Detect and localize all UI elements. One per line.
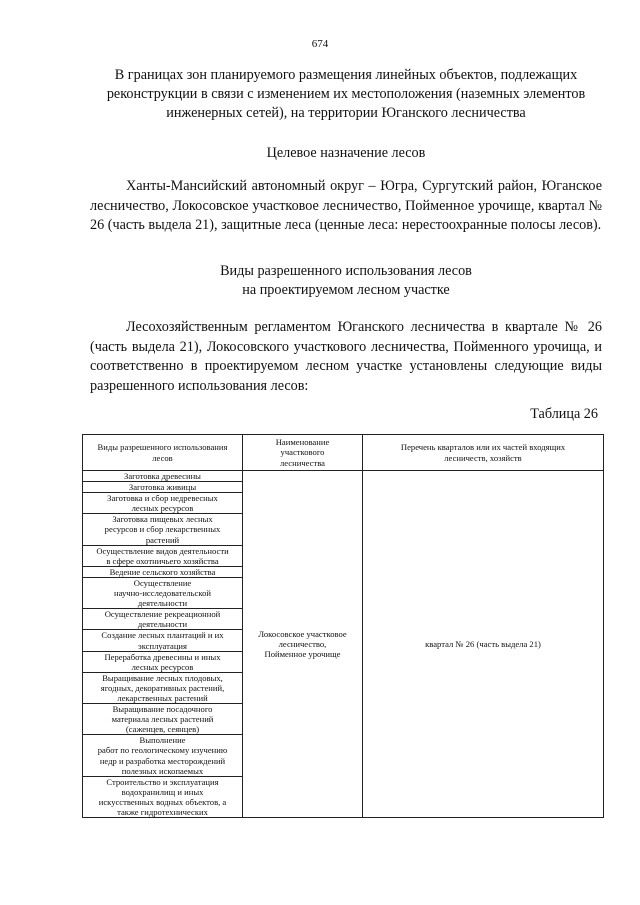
use-type-cell bbox=[83, 566, 243, 577]
use-type-cell bbox=[83, 482, 243, 493]
use-type-text: Осуществление видов деятельности в сфере охотничьего хозяйства bbox=[96, 545, 229, 566]
use-type-text: Выращивание посадочного материала лесных растений (саженцев, сеянцев) bbox=[111, 704, 214, 735]
use-type-text: Заготовка и сбор недревесных лесных ресурсов bbox=[107, 493, 218, 514]
use-type-cell bbox=[83, 651, 243, 672]
use-type-text: Осуществление научно-исследовательской деятельности bbox=[113, 577, 211, 609]
quarter-list-text: квартал № 26 (часть выдела 21) bbox=[425, 639, 541, 649]
title-line: В границах зон планируемого размещения линейных объектов, подлежащих bbox=[114, 67, 578, 83]
table-header-row bbox=[83, 435, 604, 471]
use-type-text: Заготовка древесины bbox=[124, 471, 201, 481]
use-type-text: Создание лесных плантаций и их эксплуатация bbox=[101, 630, 224, 651]
quarter-list-cell bbox=[363, 471, 604, 818]
use-type-text: Выращивание лесных плодовых, ягодных, декоративных растений, лекарственных растений bbox=[100, 672, 225, 703]
use-type-cell bbox=[83, 514, 243, 545]
use-type-cell bbox=[83, 630, 243, 651]
use-type-text: Переработка древесины и иных лесных ресурсов bbox=[104, 651, 221, 672]
use-type-cell bbox=[83, 776, 243, 817]
heading-forest-purpose: Целевое назначение лесов bbox=[266, 145, 426, 161]
use-type-text: Заготовка пищевых лесных ресурсов и сбор лекарственных растений bbox=[104, 514, 221, 545]
header-text: Виды разрешенного использования лесов bbox=[97, 442, 228, 463]
title-line: реконструкции в связи с изменением их местоположения (наземных элементов bbox=[106, 86, 586, 102]
use-type-text: Выполнение работ по геологическому изучению недр и разработка месторождений полезных ископаемых bbox=[97, 735, 228, 776]
forestry-name-text: Локосовское участковое лесничество, Пойменное урочище bbox=[258, 628, 347, 660]
use-type-cell bbox=[83, 672, 243, 703]
use-type-cell bbox=[83, 577, 243, 608]
table-body bbox=[83, 471, 604, 818]
use-type-text: Ведение сельского хозяйства bbox=[109, 566, 216, 577]
table-row bbox=[83, 471, 604, 482]
use-type-cell bbox=[83, 704, 243, 735]
title-line: инженерных сетей), на территории Юганского лесничества bbox=[166, 105, 526, 121]
use-type-text: Строительство и эксплуатация водохранилищ и иных искусственных водных объектов, а также гидротехнических bbox=[98, 776, 227, 817]
header-forestry-name bbox=[243, 435, 363, 471]
heading-line: Виды разрешенного использования лесов bbox=[220, 263, 472, 279]
use-type-cell bbox=[83, 471, 243, 482]
uses-paragraph: Лесохозяйственным регламентом Юганского лесничества в квартале № 26 (часть выдела 21), Локосовского участкового лесничества, Пойменного урочища, и соответственно в проектируемом лесном участке установлены следующие виды разрешенного использования лесов: bbox=[90, 319, 602, 394]
header-text: Наименование участкового лесничества bbox=[275, 437, 330, 468]
use-type-text: Заготовка живицы bbox=[128, 482, 197, 493]
use-type-cell bbox=[83, 735, 243, 776]
document-title bbox=[90, 66, 602, 123]
page-number: 674 bbox=[311, 38, 329, 50]
use-type-cell bbox=[83, 609, 243, 630]
forestry-name-cell bbox=[243, 471, 363, 818]
header-use-types bbox=[83, 435, 243, 471]
use-type-cell bbox=[83, 493, 243, 514]
header-text: Перечень кварталов или их частей входящих лесничеств, хозяйств bbox=[400, 442, 566, 463]
use-type-cell bbox=[83, 545, 243, 566]
permitted-uses-table bbox=[82, 434, 604, 818]
use-type-text: Осуществление рекреационной деятельности bbox=[104, 609, 221, 630]
table-caption: Таблица 26 bbox=[530, 406, 598, 422]
heading-line: на проектируемом лесном участке bbox=[242, 282, 450, 298]
heading-permitted-uses bbox=[90, 262, 602, 300]
header-quarter-list bbox=[363, 435, 604, 471]
purpose-paragraph: Ханты-Мансийский автономный округ – Югра, Сургутский район, Юганское лесничество, Локосовское участковое лесничество, Пойменное урочище, квартал № 26 (часть выдела 21), защитные леса (ценные леса: нерестоохранные полосы лесов). bbox=[90, 178, 602, 233]
